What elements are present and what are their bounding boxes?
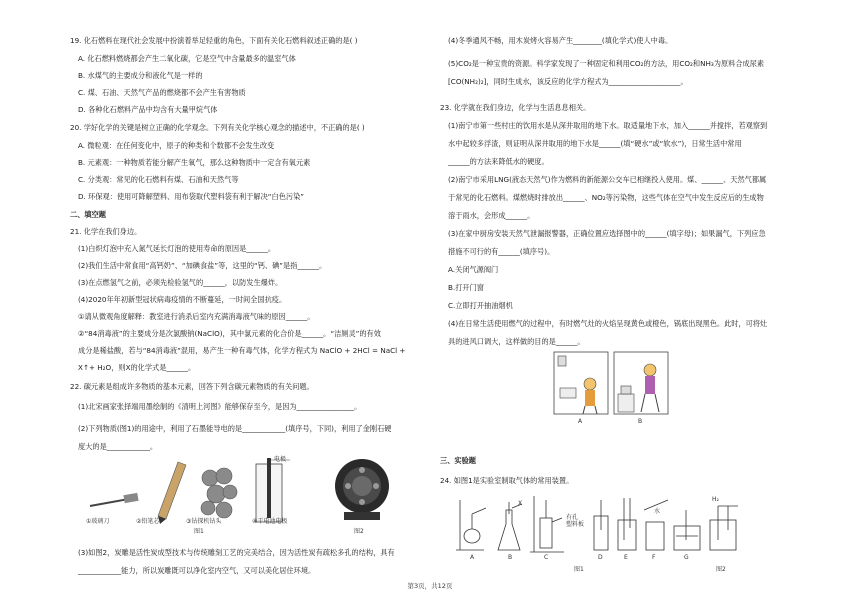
q22-figure-2 bbox=[332, 456, 392, 536]
q23-option-c[interactable]: C.立即打开抽油烟机 bbox=[448, 301, 513, 310]
q22-figure-1 bbox=[86, 456, 316, 536]
q19-stem: 19. 化石燃料在现代社会发展中扮演着举足轻重的角色，下面有关化石燃料叙述正确的是( ) bbox=[70, 36, 358, 45]
electrode-label: 电极 bbox=[274, 456, 287, 463]
glass-cutter-icon bbox=[90, 493, 139, 506]
apparatus-x-label: X bbox=[518, 500, 523, 507]
q23-part-8: 措施不可行的有______(填序号)。 bbox=[448, 247, 555, 256]
q21-part-7: 成分是稀盐酸，若与“84消毒液”混用，易产生一种有毒气体，化学方程式为 NaClO + 2HCl = NaCl + bbox=[78, 346, 406, 355]
q21-part-1: (1)白炽灯泡中充入氮气延长灯泡的使用寿命的原因是______。 bbox=[78, 244, 276, 253]
apparatus-a-icon bbox=[456, 500, 486, 550]
q19-option-b[interactable]: B. 水煤气的主要成分和液化气是一样的 bbox=[78, 71, 203, 80]
q22-part-2: (2)下列物质(图1)的用途中，利用了石墨能导电的是____________(填序号，下同)，利用了金刚石硬 bbox=[78, 424, 392, 433]
q23-part-4: (2)南宁市采用LNG(液态天然气)作为燃料的新能源公交车已相继投入使用。煤、______、天然气都属 bbox=[448, 175, 767, 184]
q22-part-3: 度大的是____________。 bbox=[78, 442, 158, 451]
q19-option-d[interactable]: D. 各种化石燃料产品中均含有大量甲烷气体 bbox=[78, 105, 218, 114]
q22-part-4: (3)如图2，炭雕是活性炭成型技术与传统雕刻工艺的完美结合，因为活性炭有疏松多孔的结构，具有 bbox=[78, 548, 395, 557]
q21-stem: 21. 化学在我们身边。 bbox=[70, 227, 142, 236]
q21-part-5: ①请从微观角度解释：教室进行消杀后室内充满消毒液气味的原因______。 bbox=[78, 312, 315, 321]
q21-part-8: X↑+ H₂O，则X的化学式是______。 bbox=[78, 363, 196, 372]
section-experiment: 三、实验题 bbox=[440, 456, 476, 465]
apparatus-g-icon bbox=[674, 510, 700, 550]
fig1-item-2: ②铅笔芯 bbox=[136, 518, 160, 525]
q21-part-6: ②“84消毒液”的主要成分是次氯酸钠(NaClO)，其中氯元素的化合价是______。“洁厕灵”的有效 bbox=[78, 329, 381, 338]
q19-option-c[interactable]: C. 煤、石油、天然气产品的燃烧都不会产生有害物质 bbox=[78, 88, 246, 97]
q22-part-7: (5)CO₂是一种宝贵的资源。科学家发现了一种固定和利用CO₂的方法，用CO₂和NH₃为原料合成尿素 bbox=[448, 59, 765, 68]
apparatus-c-label: C bbox=[544, 554, 549, 561]
fig1-item-4: ④干电池电极 bbox=[252, 518, 288, 525]
q20-option-d[interactable]: D. 环保观：使用可降解塑料、用布袋取代塑料袋有利于解决“白色污染” bbox=[78, 192, 304, 201]
q23-stem: 23. 化学就在我们身边，化学与生活息息相关。 bbox=[440, 103, 591, 112]
fig2-caption: 图2 bbox=[354, 528, 364, 535]
apparatus-d-icon bbox=[594, 500, 608, 550]
fig1-item-3: ③钻探机钻头 bbox=[186, 518, 222, 525]
fig1-item-1: ①玻璃刀 bbox=[86, 518, 110, 525]
q23-part-2: 水中起较多浮渣，则证明从深井取用的地下水是______(填“硬水”或“软水”)，日常生活中常用 bbox=[448, 139, 742, 148]
apparatus-e-icon bbox=[618, 498, 636, 550]
apparatus-d-label: D bbox=[598, 554, 603, 561]
apparatus-h2-label: H₂ bbox=[712, 496, 719, 503]
carbon-carving-illustration bbox=[332, 456, 392, 524]
apparatus-plate-label: 有孔 塑料板 bbox=[566, 514, 585, 529]
q21-part-4: (4)2020年年初新型冠状病毒疫情的不断蔓延，一时间全国抗疫。 bbox=[78, 295, 287, 304]
apparatus-a-label: A bbox=[470, 554, 475, 561]
q20-option-b[interactable]: B. 元素观：一种物质若能分解产生氧气，那么这种物质中一定含有氧元素 bbox=[78, 158, 311, 167]
apparatus-b-label: B bbox=[508, 554, 513, 561]
q22-part-8: [CO(NH₂)₂]，同时生成水，该反应的化学方程式为____________________。 bbox=[448, 77, 688, 86]
apparatus-b-icon bbox=[498, 502, 522, 550]
q23-option-a[interactable]: A.关闭气源阀门 bbox=[448, 265, 499, 274]
figure-2-apparatus-icon bbox=[710, 506, 738, 550]
q24-fig1-caption: 图1 bbox=[574, 566, 584, 573]
q23-part-5: 于常见的化石燃料。煤燃烧时排放出______、NO₂等污染物，这些气体在空气中发生反应后的生成物 bbox=[448, 193, 764, 202]
apparatus-water-label: 水 bbox=[654, 508, 661, 515]
page-footer: 第3页，共12页 bbox=[407, 582, 453, 590]
q20-stem: 20. 学好化学的关键是树立正确的化学观念。下列有关化学核心观念的描述中，不正确的是( ) bbox=[70, 123, 365, 132]
q22-part-1: (1)北宋画家张择端用墨绘制的《清明上河图》能够保存至今，是因为________________。 bbox=[78, 402, 362, 411]
q23-part-1: (1)南宁市第一些村庄的饮用水是从深井取用的地下水。取适量地下水，加入______并搅拌，若观察到 bbox=[448, 121, 768, 130]
apparatus-c-icon bbox=[530, 496, 564, 552]
fig1-caption: 图1 bbox=[194, 528, 204, 535]
q21-part-2: (2)我们生活中常食用“高钙奶”、“加碘食盐”等，这里的“钙、碘”是指______。 bbox=[78, 261, 327, 270]
carbon-uses-illustration bbox=[86, 456, 316, 526]
q23-part-6: 溶于雨水，会形成______。 bbox=[448, 211, 535, 220]
q19-option-a[interactable]: A. 化石燃料燃烧都会产生二氧化碳，它是空气中含量最多的温室气体 bbox=[78, 54, 296, 63]
q23-kitchen-figure bbox=[552, 350, 672, 430]
pencil-icon bbox=[158, 462, 186, 524]
q24-stem: 24. 如图1是实验室制取气体的常用装置。 bbox=[440, 476, 574, 485]
kitchen-a-icon bbox=[554, 352, 608, 414]
kitchen-b-label: B bbox=[638, 418, 643, 425]
q21-part-3: (3)在点燃氢气之前，必须先检验氢气的______，以防发生爆炸。 bbox=[78, 278, 283, 287]
q23-option-b[interactable]: B.打开门窗 bbox=[448, 283, 484, 292]
kitchen-illustration bbox=[552, 350, 672, 418]
battery-icon bbox=[256, 458, 290, 522]
q22-stem: 22. 碳元素是组成许多物质的基本元素，回答下列含碳元素物质的有关问题。 bbox=[70, 382, 314, 391]
gas-apparatus-illustration bbox=[454, 490, 744, 564]
q22-part-5: ____________能力，所以炭雕既可以净化室内空气，又可以美化居住环境。 bbox=[78, 566, 316, 575]
drill-bit-icon bbox=[201, 468, 237, 518]
kitchen-a-label: A bbox=[578, 418, 583, 425]
q20-option-a[interactable]: A. 微粒观：在任何变化中，原子的种类和个数都不会发生改变 bbox=[78, 141, 275, 150]
apparatus-f-label: F bbox=[652, 554, 656, 561]
kitchen-b-icon bbox=[614, 352, 668, 414]
q24-fig2-caption: 图2 bbox=[716, 566, 726, 573]
section-fill-in: 二、填空题 bbox=[70, 210, 106, 219]
apparatus-g-label: G bbox=[684, 554, 689, 561]
q23-part-7: (3)在家中厨房安装天然气泄漏报警器，正确位置应选择图中的______(填字母)；如果漏气，下列应急 bbox=[448, 229, 766, 238]
q20-option-c[interactable]: C. 分类观：常见的化石燃料有煤、石油和天然气等 bbox=[78, 175, 239, 184]
q23-part-9: (4)在日常生活使用燃气的过程中，有时燃气灶的火焰呈现黄色或橙色，锅底出现黑色。此时，可将灶 bbox=[448, 319, 768, 328]
q24-apparatus-figure bbox=[454, 490, 744, 576]
apparatus-e-label: E bbox=[624, 554, 628, 561]
q23-part-10: 具的进风口调大，这样做的目的是______。 bbox=[448, 337, 585, 346]
q23-part-3: ______的方法来降低水的硬度。 bbox=[448, 157, 549, 166]
q22-part-6: (4)冬季通风不畅，用木炭烤火容易产生________(填化学式)使人中毒。 bbox=[448, 36, 673, 45]
